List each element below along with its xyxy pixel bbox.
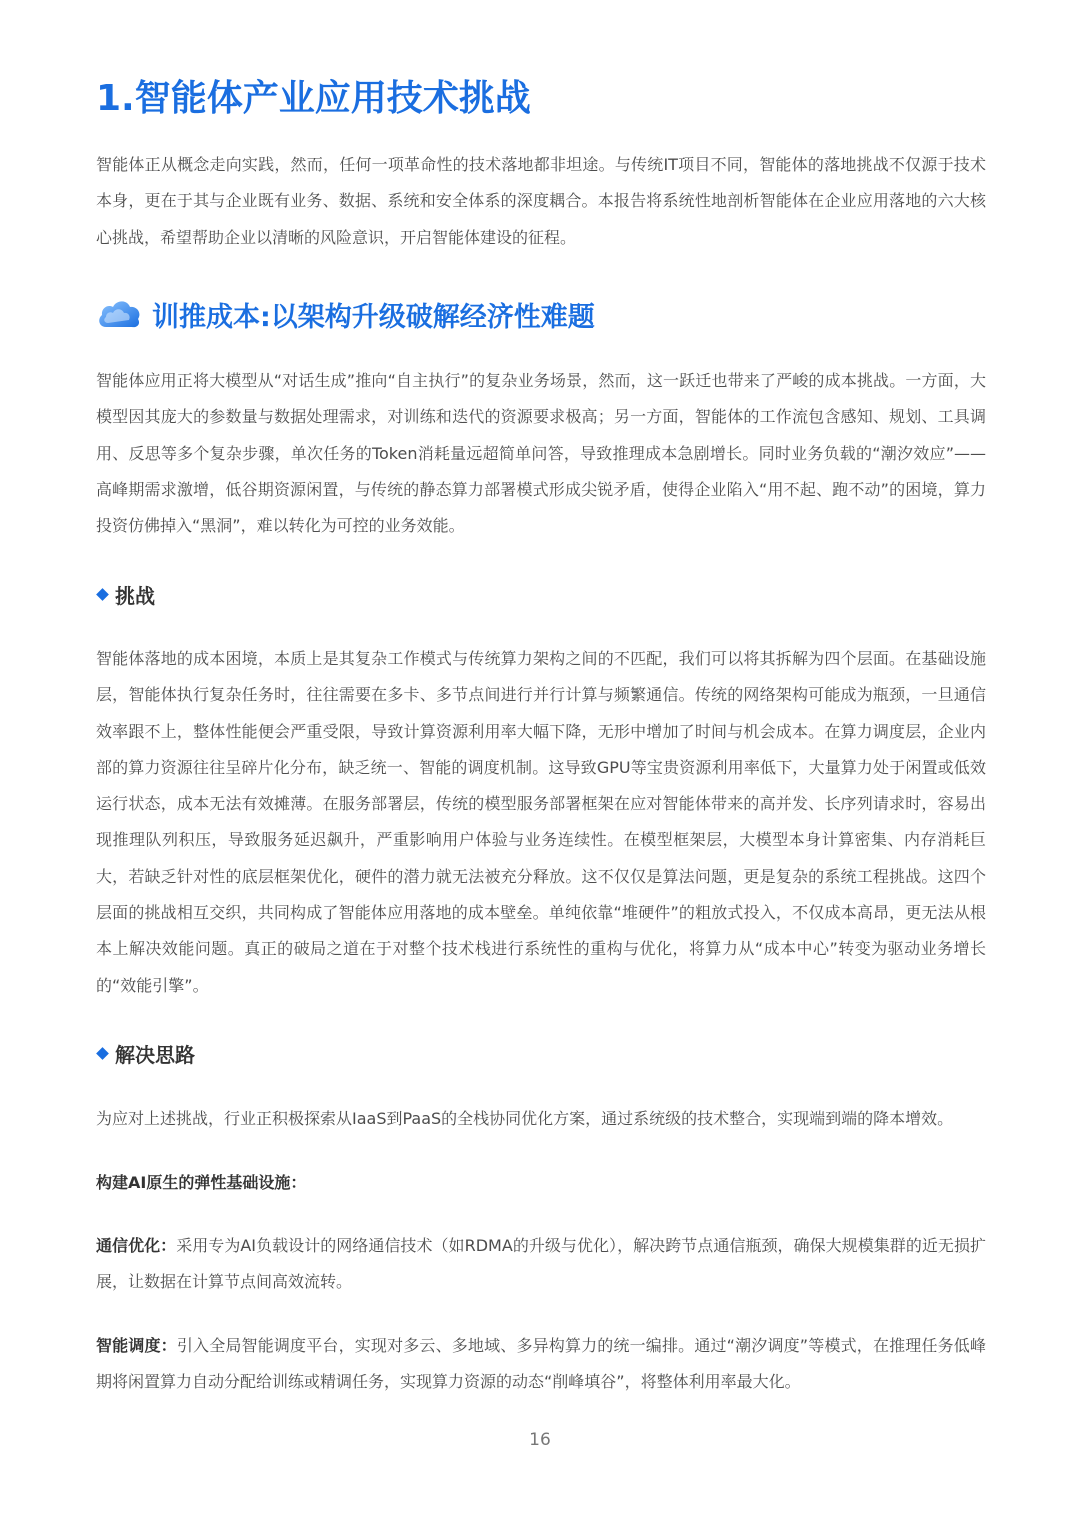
solution-body: 为应对上述挑战，行业正积极探索从IaaS到PaaS的全栈协同优化方案，通过系统级的技术整合，实现端到端的降本增效。	[96, 1109, 954, 1128]
item-label: 通信优化：	[96, 1236, 177, 1255]
challenge-body: 智能体落地的成本困境，本质上是其复杂工作模式与传统算力架构之间的不匹配，我们可以将其拆解为四个层面。在基础设施层，智能体执行复杂任务时，往往需要在多卡、多节点间进行并行计算与频繁通信。传统的网络架构可能成为瓶颈，一旦通信效率跟不上，整体性能便会严重受限，导致计算资源利用率大幅下降，无形中增加了时间与机会成本。在算力调度层，企业内部的算力资源往往呈碎片化分布，缺乏统一、智能的调度机制。这导致GPU等宝贵资源利用率低下，大量算力处于闲置或低效运行状态，成本无法有效摊薄。在服务部署层，传统的模型服务部署框架在应对智能体带来的高并发、长序列请求时，容易出现推理队列积压，导致服务延迟飙升，严重影响用户体验与业务连续性。在模型框架层，大模型本身计算密集、内存消耗巨大，若缺乏针对性的底层框架优化，硬件的潜力就无法被充分释放。这不仅仅是算法问题，更是复杂的系统工程挑战。这四个层面的挑战相互交织，共同构成了智能体应用落地的成本壁垒。单纯依靠“堆硬件”的粗放式投入，不仅成本高昂，更无法从根本上解决效能问题。真正的破局之道在于对整个技术栈进行系统性的重构与优化，将算力从“成本中心”转变为驱动业务增长的“效能引擎”。	[96, 649, 986, 995]
solution-item-scheduling	[96, 1328, 986, 1401]
diamond-bullet-icon	[96, 1047, 109, 1060]
item-text: 采用专为AI负载设计的网络通信技术（如RDMA的升级与优化），解决跨节点通信瓶颈，确保大规模集群的近无损扩展，让数据在计算节点间高效流转。	[96, 1236, 986, 1292]
intro-paragraph: 智能体正从概念走向实践，然而，任何一项革命性的技术落地都非坦途。与传统IT项目不同，智能体的落地挑战不仅源于技术本身，更在于其与企业既有业务、数据、系统和安全体系的深度耦合。本报告将系统性地剖析智能体在企业应用落地的六大核心挑战，希望帮助企业以清晰的风险意识，开启智能体建设的征程。	[96, 155, 986, 247]
page-number: 16	[529, 1430, 551, 1450]
diamond-bullet-icon	[96, 588, 109, 601]
solution-subheading: 构建AI原生的弹性基础设施：	[96, 1173, 307, 1192]
item-label: 智能调度：	[96, 1336, 177, 1355]
item-text: 引入全局智能调度平台，实现对多云、多地域、多异构算力的统一编排。通过“潮汐调度”等模式，在推理任务低峰期将闲置算力自动分配给训练或精调任务，实现算力资源的动态“削峰填谷”，将整体利用率最大化。	[96, 1336, 986, 1392]
section-body: 智能体应用正将大模型从“对话生成”推向“自主执行”的复杂业务场景，然而，这一跃迁也带来了严峻的成本挑战。一方面，大模型因其庞大的参数量与数据处理需求，对训练和迭代的资源要求极高；另一方面，智能体的工作流包含感知、规划、工具调用、反思等多个复杂步骤，单次任务的Token消耗量远超简单问答，导致推理成本急剧增长。同时业务负载的“潮汐效应”——高峰期需求激增，低谷期资源闲置，与传统的静态算力部署模式形成尖锐矛盾，使得企业陷入“用不起、跑不动”的困境，算力投资仿佛掉入“黑洞”，难以转化为可控的业务效能。	[96, 371, 986, 536]
solution-heading	[96, 1038, 195, 1068]
solution-item-communication	[96, 1228, 986, 1301]
solution-heading-label: 解决思路	[115, 1042, 195, 1067]
challenge-heading	[96, 579, 155, 609]
cloud-icon	[96, 297, 142, 331]
page-title: 1.智能体产业应用技术挑战	[96, 78, 531, 119]
section-title: 训推成本:以架构升级破解经济性难题	[152, 301, 595, 333]
challenge-heading-label: 挑战	[115, 583, 155, 608]
section-heading	[96, 292, 595, 336]
